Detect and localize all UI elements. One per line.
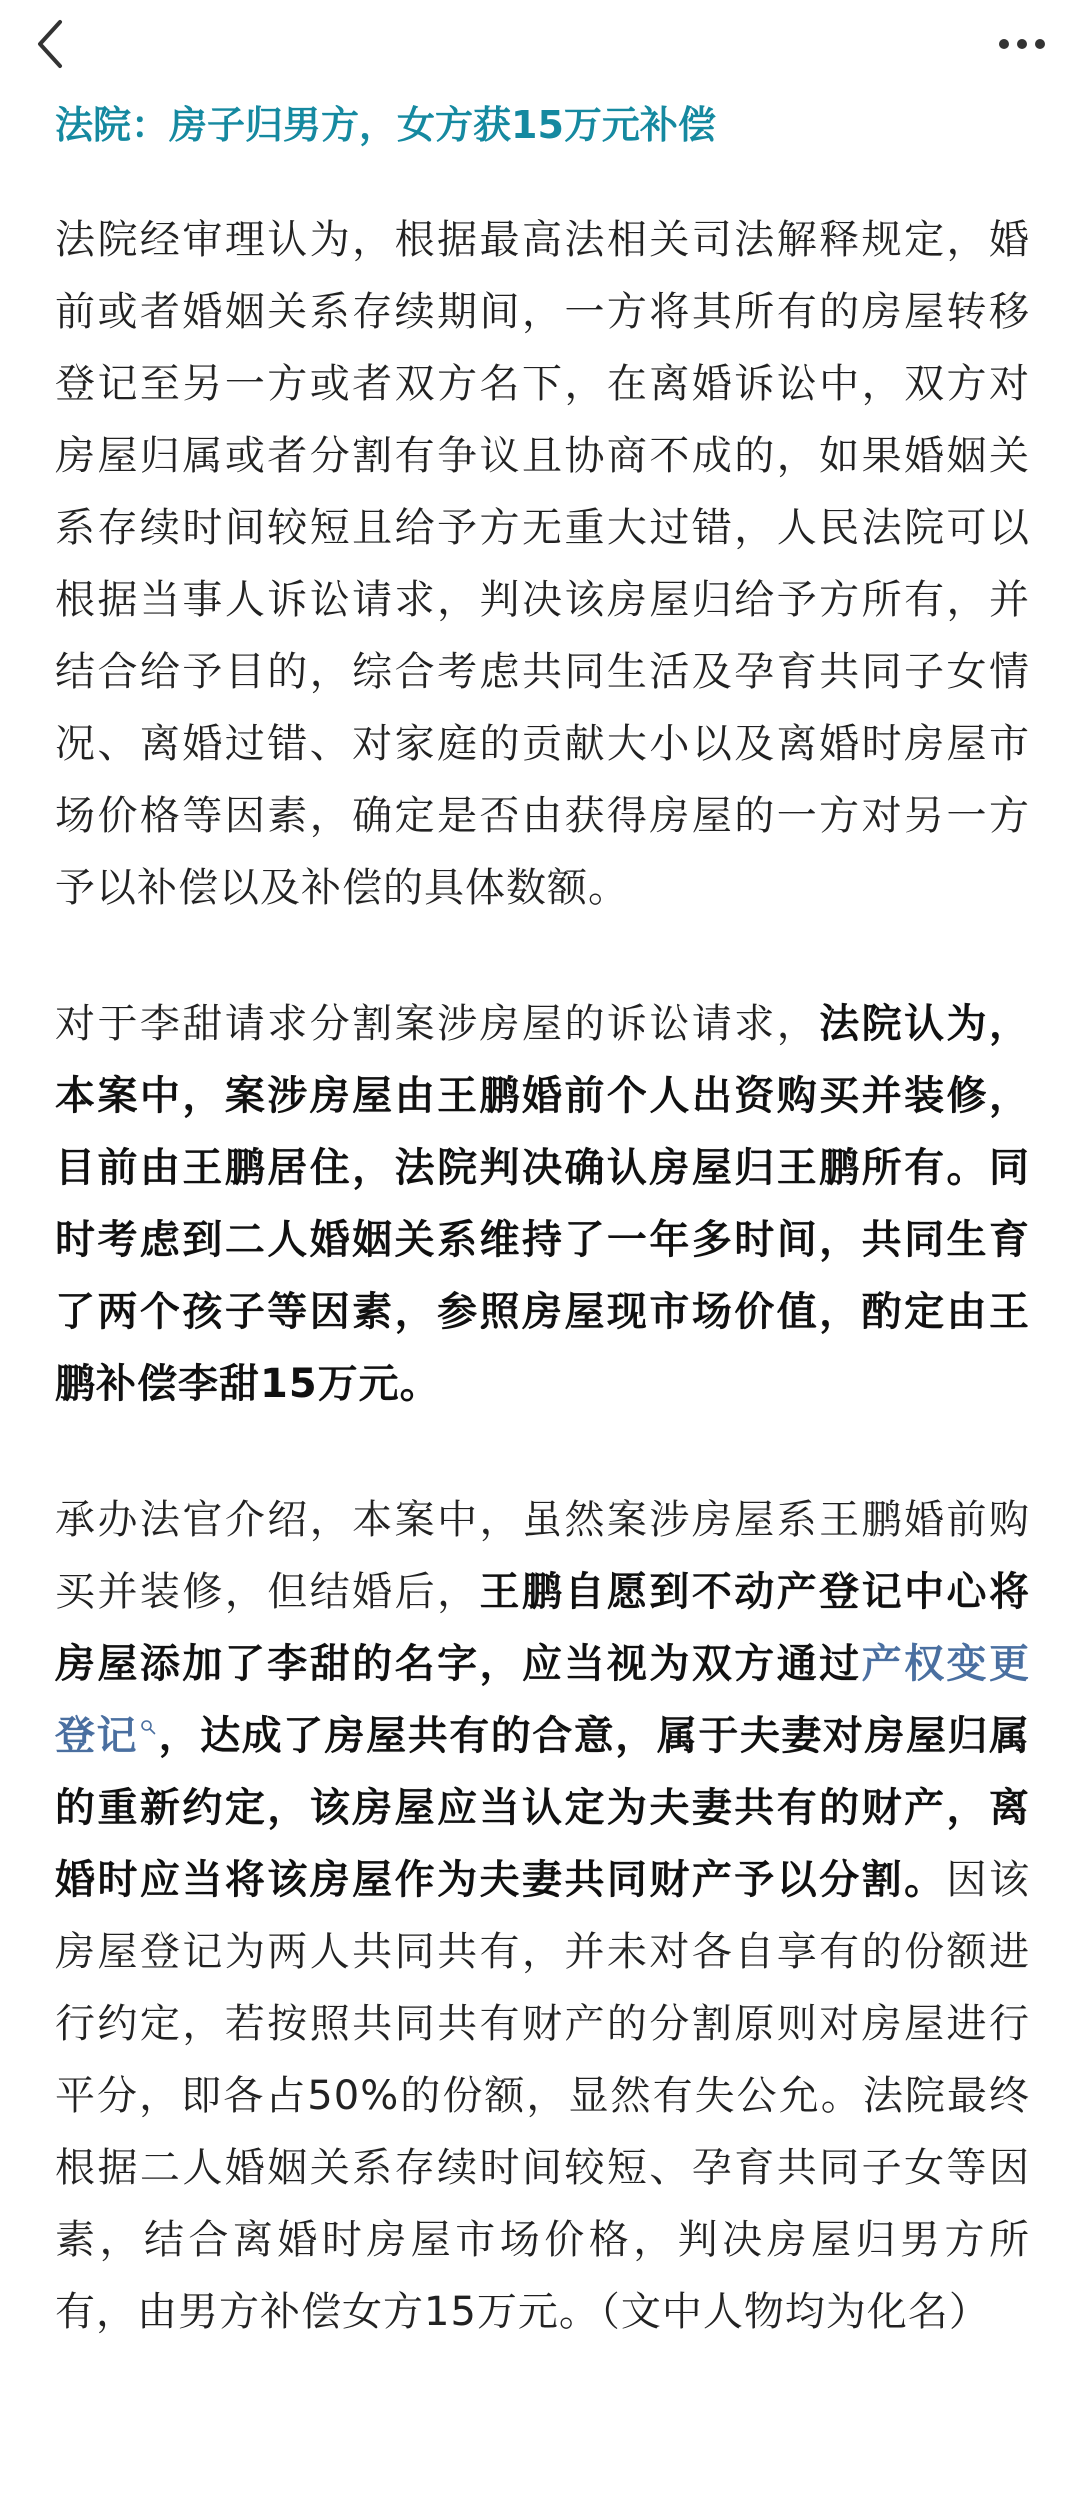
paragraph-text: 因该房屋登记为两人共同共有，并未对各自享有的份额进行约定，若按照共同共有财产的分割原则对房屋进行平分，即各占50%的份额，显然有失公允。法院最终根据二人婚姻关系存续时间较短、孕育共同子女等因素，结合离婚时房屋市场价格，判决房屋归男方所有，由男方补偿女方15万元。（文中人物均为化名） (55, 1857, 1031, 2335)
paragraph-judge-explanation (55, 1484, 1030, 2348)
paragraph-court-opinion: 法院经审理认为，根据最高法相关司法解释规定，婚前或者婚姻关系存续期间，一方将其所有的房屋转移登记至另一方或者双方名下，在离婚诉讼中，双方对房屋归属或者分割有争议且协商不成的，如果婚姻关系存续时间较短且给予方无重大过错，人民法院可以根据当事人诉讼请求，判决该房屋归给予方所有，并结合给予目的，综合考虑共同生活及孕育共同子女情况、离婚过错、对家庭的贡献大小以及离婚时房屋市场价格等因素，确定是否由获得房屋的一方对另一方予以补偿以及补偿的具体数额。 (55, 217, 1030, 911)
top-bar (0, 0, 1080, 90)
paragraph-bold-text: 法院认为，本案中，案涉房屋由王鹏婚前个人出资购买并装修，目前由王鹏居住，法院判决确认房屋归王鹏所有。同时考虑到二人婚姻关系维持了一年多时间，共同生育了两个孩子等因素，参照房屋现市场价值，酌定由王鹏补偿李甜15万元。 (55, 1001, 1031, 1407)
paragraph-text: 对于李甜请求分割案涉房屋的诉讼请求， (55, 1001, 820, 1047)
paragraph-bold-text: ，达成了房屋共有的合意，属于夫妻对房屋归属的重新约定，该房屋应当认定为夫妻共有的财产，离婚时应当将该房屋作为夫妻共同财产予以分割。 (55, 1713, 1031, 1903)
more-options-button[interactable] (992, 14, 1052, 74)
chevron-left-icon (28, 14, 78, 74)
article-title: 法院：房子归男方，女方获15万元补偿 (55, 103, 716, 147)
link-label: 产权变更登记 (55, 1641, 1031, 1759)
ellipsis-horizontal-icon (992, 14, 1052, 74)
paragraph-bold-text: 王鹏自愿到不动产登记中心将房屋添加了李甜的名字，应当视为双方通过 (55, 1569, 1031, 1687)
back-button[interactable] (28, 14, 78, 74)
paragraph-text: 承办法官介绍，本案中，虽然案涉房屋系王鹏婚前购买并装修，但结婚后， (55, 1497, 1030, 1615)
search-icon (140, 1719, 156, 1735)
article-body (55, 100, 1030, 2348)
paragraph-court-ruling (55, 988, 1030, 1420)
